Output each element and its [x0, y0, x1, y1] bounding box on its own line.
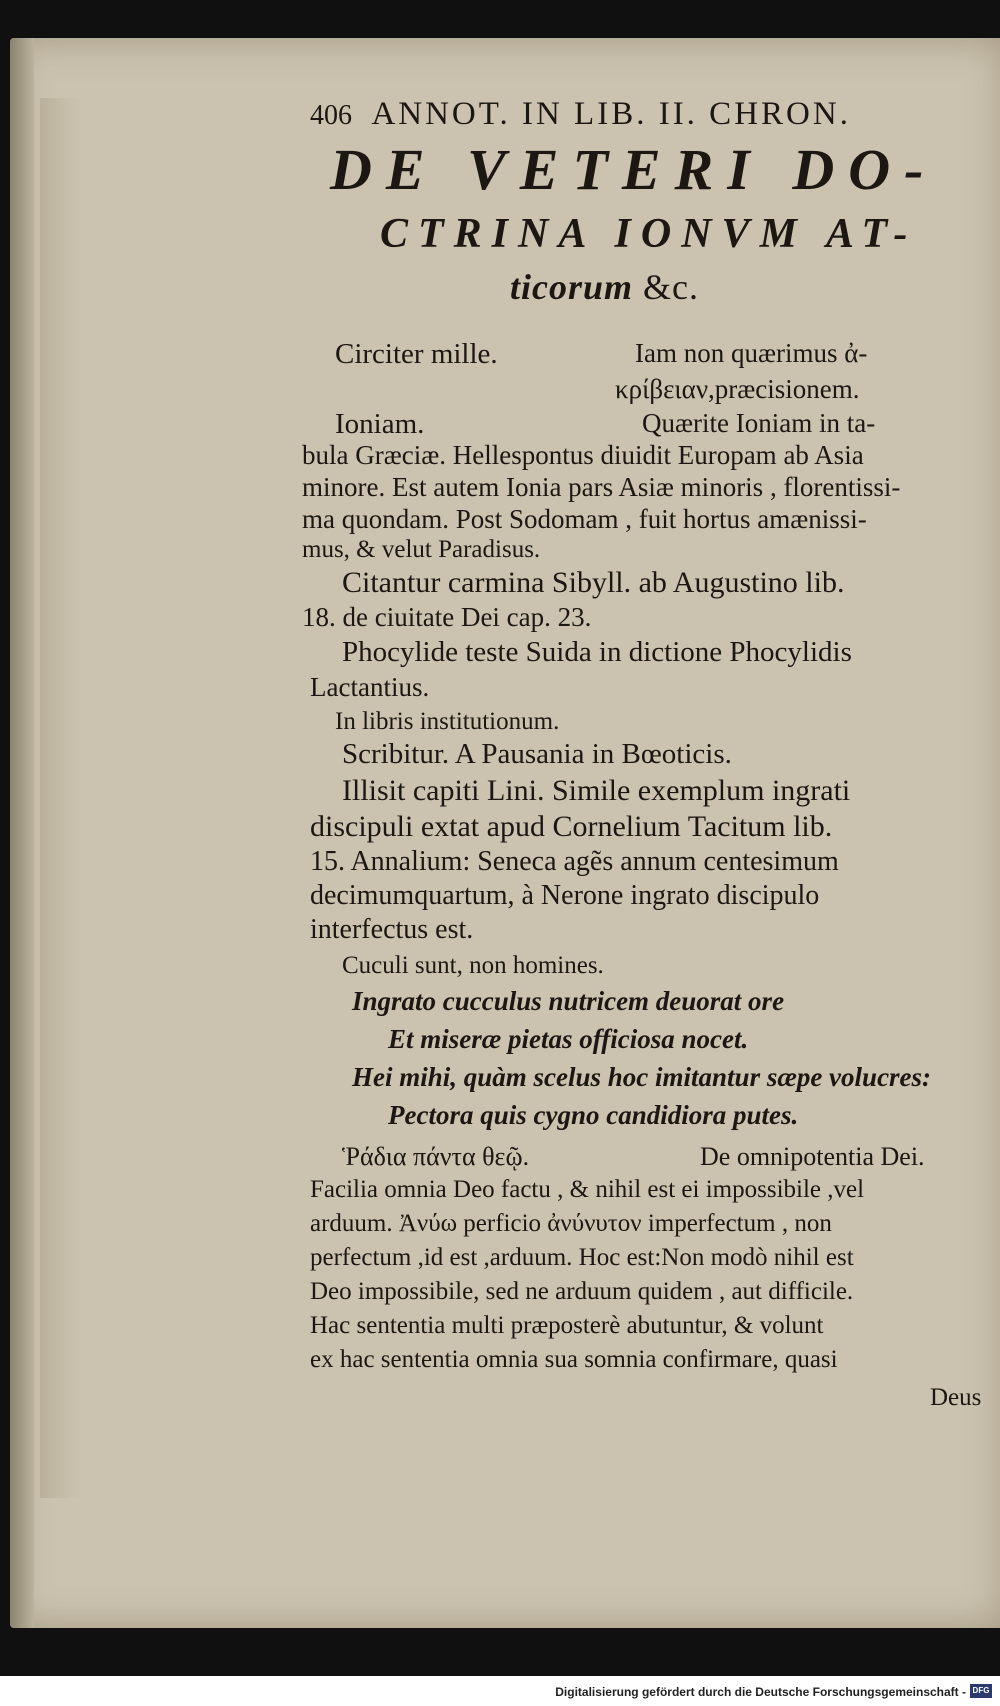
- text-line: Scribitur. A Pausania in Bœoticis.: [342, 738, 732, 770]
- verse-line: Hei mihi, quàm scelus hoc imitantur sæpe volucres:: [352, 1062, 932, 1092]
- text-line: Facilia omnia Deo factu , & nihil est ei impossibile ,vel: [310, 1176, 865, 1203]
- page-number: 406: [310, 100, 352, 131]
- text-line: κρίβειαν,præcisionem.: [615, 374, 860, 404]
- footer-credit: Digitalisierung gefördert durch die Deutsche Forschungsgemeinschaft -: [555, 1685, 966, 1699]
- text-line: De omnipotentia Dei.: [700, 1142, 925, 1171]
- text-line: minore. Est autem Ionia pars Asiæ minoris , florentissi-: [302, 472, 901, 502]
- dfg-logo-icon: DFG: [970, 1684, 992, 1698]
- section-title-line-3: [510, 266, 699, 308]
- text-line: discipuli extat apud Cornelium Tacitum lib.: [310, 810, 833, 843]
- verse-line: Et miseræ pietas officiosa nocet.: [388, 1024, 749, 1054]
- text-line: arduum. Ἀνύω perficio ἀνύνυτον imperfectum , non: [310, 1210, 832, 1237]
- text-line: Iam non quærimus ἀ-: [635, 338, 868, 368]
- text-line: bula Græciæ. Hellespontus diuidit Europam ab Asia: [302, 440, 864, 470]
- section-title-line-2: CTRINA IONVM AT-: [380, 211, 918, 257]
- running-header: [310, 96, 851, 133]
- text-line: Lactantius.: [310, 672, 430, 702]
- text-line: Phocylide teste Suida in dictione Phocylidis: [342, 636, 852, 668]
- text-line: Circiter mille.: [335, 338, 498, 370]
- catchword: Deus: [930, 1384, 982, 1411]
- text-line: Cuculi sunt, non homines.: [342, 952, 604, 979]
- book-page: [10, 38, 1000, 1628]
- text-line: decimumquartum, à Nerone ingrato discipulo: [310, 880, 820, 911]
- text-line: Hac sententia multi præposterè abutuntur, & volunt: [310, 1312, 824, 1339]
- verse-line: Ingrato cucculus nutricem deuorat ore: [352, 986, 785, 1016]
- text-line: ma quondam. Post Sodomam , fuit hortus amænissi-: [302, 504, 867, 534]
- text-line: Illisit capiti Lini. Simile exemplum ingrati: [342, 774, 851, 807]
- text-line: Quærite Ioniam in ta-: [642, 408, 876, 438]
- running-title: ANNOT. IN LIB. II. CHRON.: [371, 96, 851, 132]
- text-line: ex hac sententia omnia sua somnia confirmare, quasi: [310, 1346, 838, 1373]
- text-line: Deo impossibile, sed ne arduum quidem , aut difficile.: [310, 1278, 854, 1305]
- text-line: mus, & velut Paradisus.: [302, 536, 541, 563]
- title-etc: &c.: [643, 267, 699, 307]
- title-italic-word: ticorum: [510, 267, 634, 307]
- text-line: Ῥάδια πάντα θεῷ.: [342, 1142, 530, 1171]
- text-line: perfectum ,id est ,arduum. Hoc est:Non modò nihil est: [310, 1244, 854, 1271]
- verse-line: Pectora quis cygno candidiora putes.: [388, 1100, 799, 1130]
- page-binding-edge: [10, 38, 34, 1628]
- section-title-line-1: DE VETERI DO-: [330, 137, 938, 202]
- text-line: In libris institutionum.: [335, 708, 560, 735]
- text-line: Citantur carmina Sibyll. ab Augustino lib.: [342, 566, 845, 599]
- text-line: 18. de ciuitate Dei cap. 23.: [302, 602, 592, 632]
- text-line: interfectus est.: [310, 914, 474, 945]
- page-stain: [40, 98, 80, 1498]
- text-line: Ioniam.: [335, 408, 425, 440]
- text-line: 15. Annalium: Seneca agẽs annum centesimum: [310, 846, 839, 877]
